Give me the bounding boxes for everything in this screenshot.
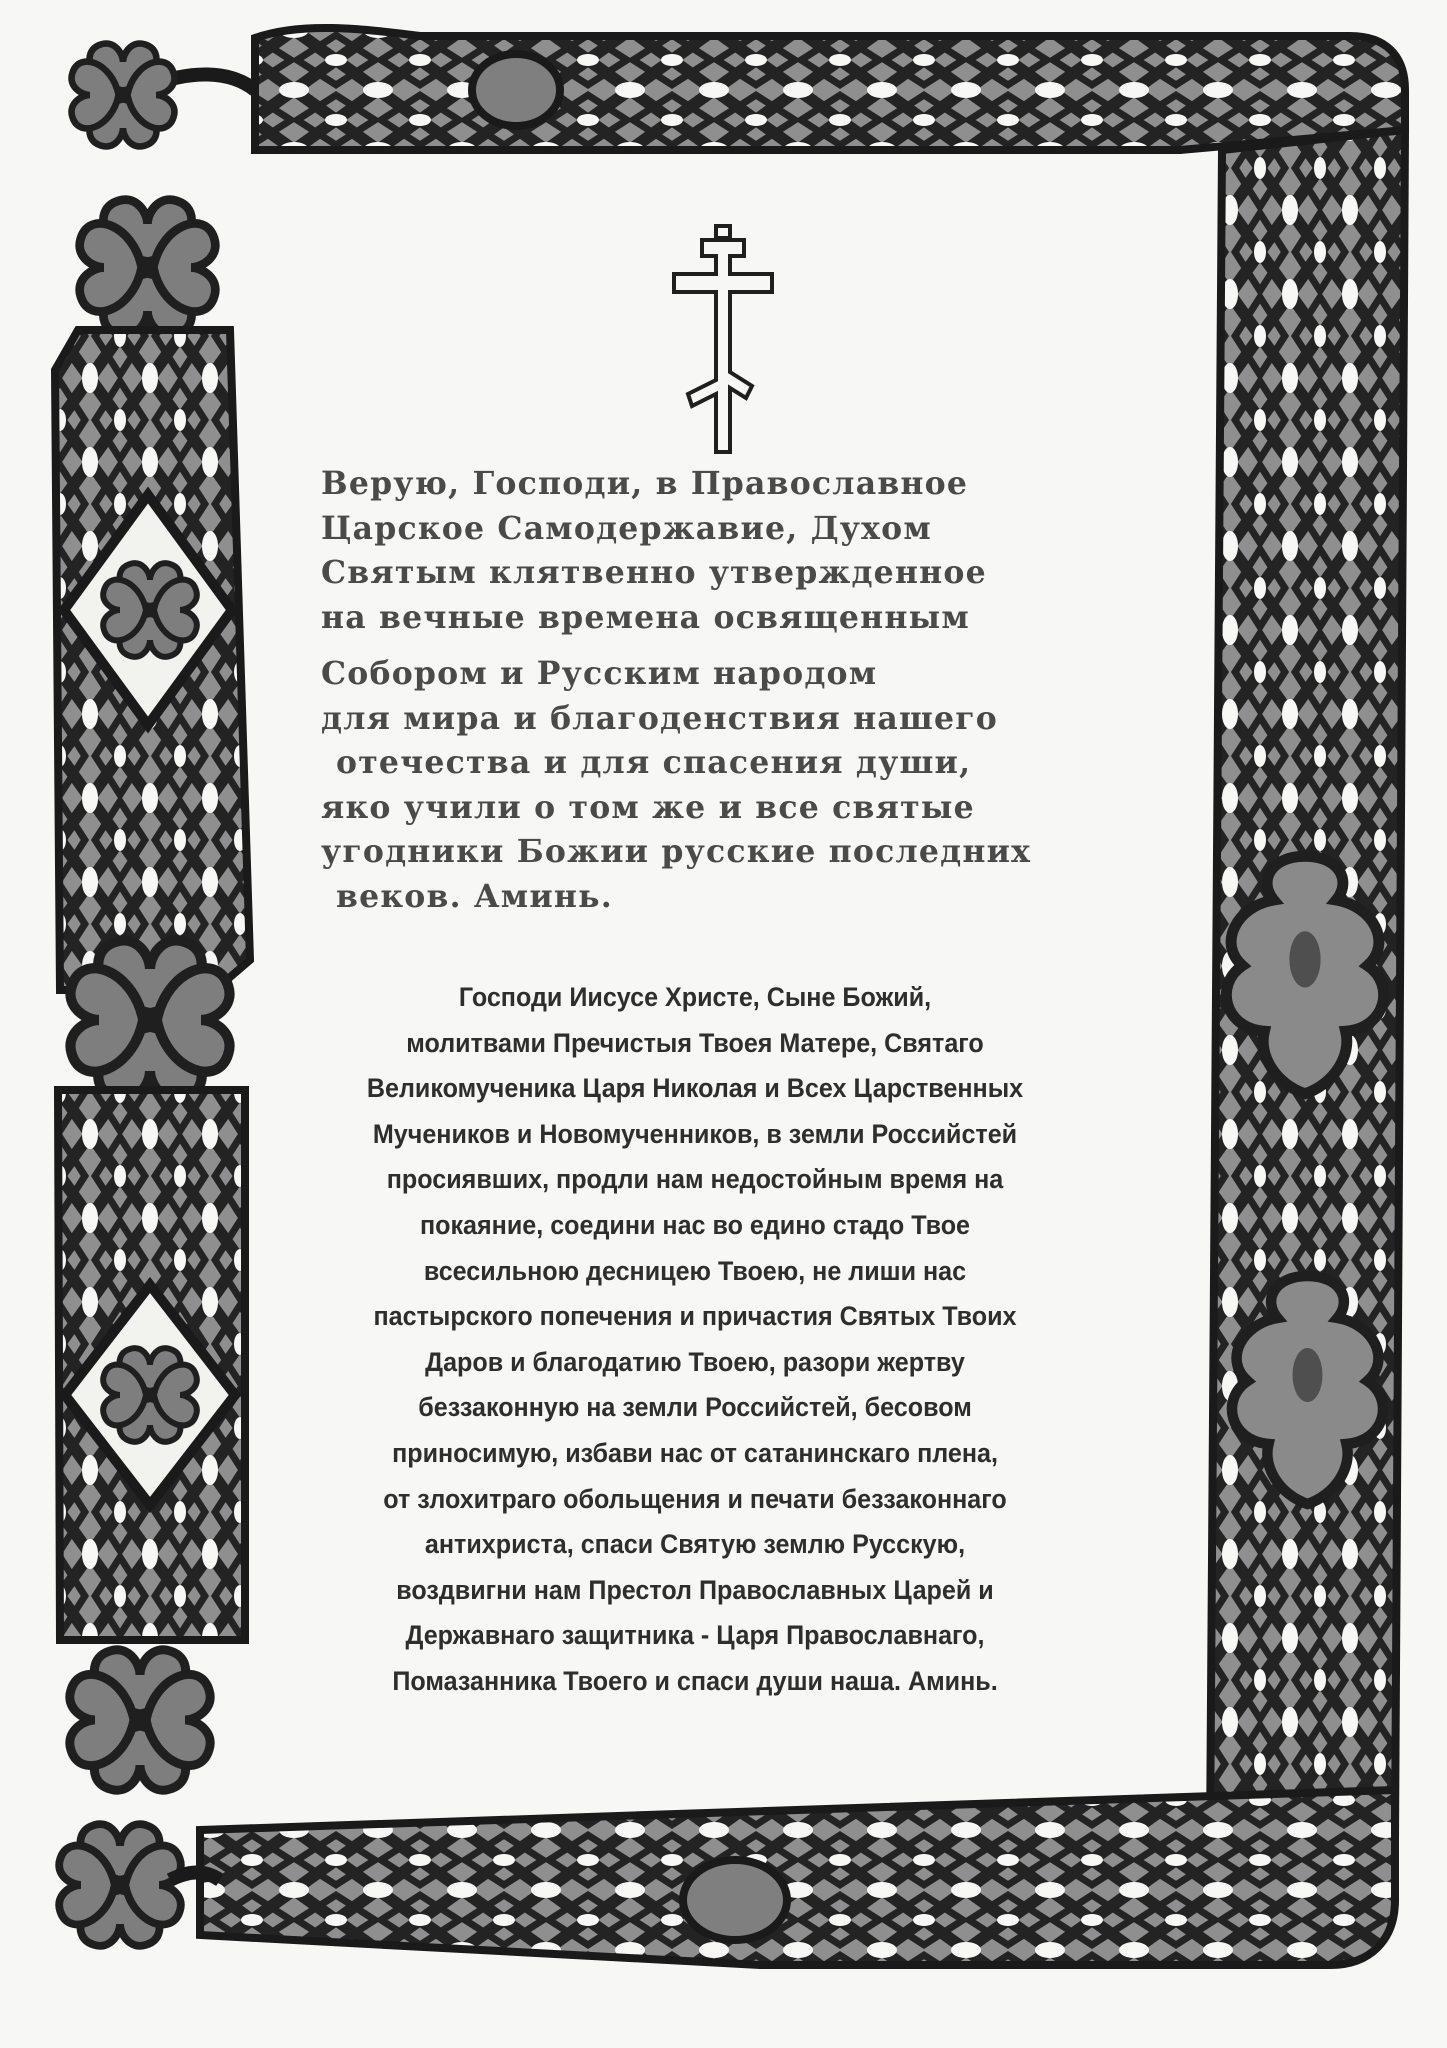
- creed-line: Верую, Господи, в Православное: [321, 465, 969, 502]
- prayer-line: пастырского попечения и причастия Святых Твоих: [373, 1301, 1017, 1332]
- prayer-line: Помазанника Твоего и спаси души наша. Аминь.: [392, 1665, 998, 1696]
- prayer-line: Господи Иисусе Христе, Сыне Божий,: [458, 982, 932, 1012]
- prayer-line: Мучеников и Новомученников, в земли Российстей: [372, 1118, 1018, 1149]
- prayer-text-block: [235, 975, 1155, 1705]
- creed-line: яко учили о том же и все святые: [321, 788, 975, 826]
- prayer-line: просиявших, продли нам недостойным время на: [386, 1164, 1004, 1195]
- left-border-band: [55, 200, 250, 1946]
- bottom-border-band: [170, 1790, 1395, 1965]
- creed-line: для мира и благоденствия нашего: [321, 699, 998, 737]
- prayer-line: приносимую, избави нас от сатанинскаго плена,: [392, 1437, 998, 1468]
- prayer-line: молитвами Пречистыя Твоея Матере, Святаго: [406, 1027, 984, 1058]
- creed-line: на вечные времена освященным: [321, 598, 970, 636]
- prayer-line: Державнаго защитника - Царя Православнаго,: [405, 1620, 985, 1651]
- orthodox-cross-icon: [668, 224, 778, 456]
- creed-line: Царское Самодержавие, Духом: [321, 509, 932, 547]
- prayer-line: Даров и благодатию Твоею, разори жертву: [425, 1346, 965, 1377]
- prayer-line: беззаконную на земли Российстей, бесовом: [418, 1392, 972, 1423]
- prayer-line: антихриста, спаси Святую землю Русскую,: [424, 1529, 966, 1560]
- prayer-line: от злохитраго обольщения и печати беззаконнаго: [383, 1483, 1007, 1514]
- creed-line: отечества и для спасения души,: [336, 744, 972, 781]
- creed-text-block: [318, 462, 1178, 919]
- creed-line: угодники Божии русские последних: [321, 833, 1032, 870]
- prayer-line: покаяние, соедини нас во едино стадо Твое: [419, 1209, 971, 1240]
- creed-line: Святым клятвенно утвержденное: [321, 554, 987, 591]
- prayer-line: воздвигни нам Престол Православных Царей и: [396, 1574, 994, 1605]
- prayer-line: всесильною десницею Твоею, не лиши нас: [423, 1255, 967, 1286]
- right-border-band: [1210, 130, 1405, 1840]
- creed-line: Собором и Русским народом: [321, 655, 878, 692]
- creed-line: веков. Аминь.: [336, 877, 613, 915]
- prayer-line: Великомученика Царя Николая и Всех Царственных: [366, 1073, 1024, 1104]
- top-border-band: [150, 28, 1405, 150]
